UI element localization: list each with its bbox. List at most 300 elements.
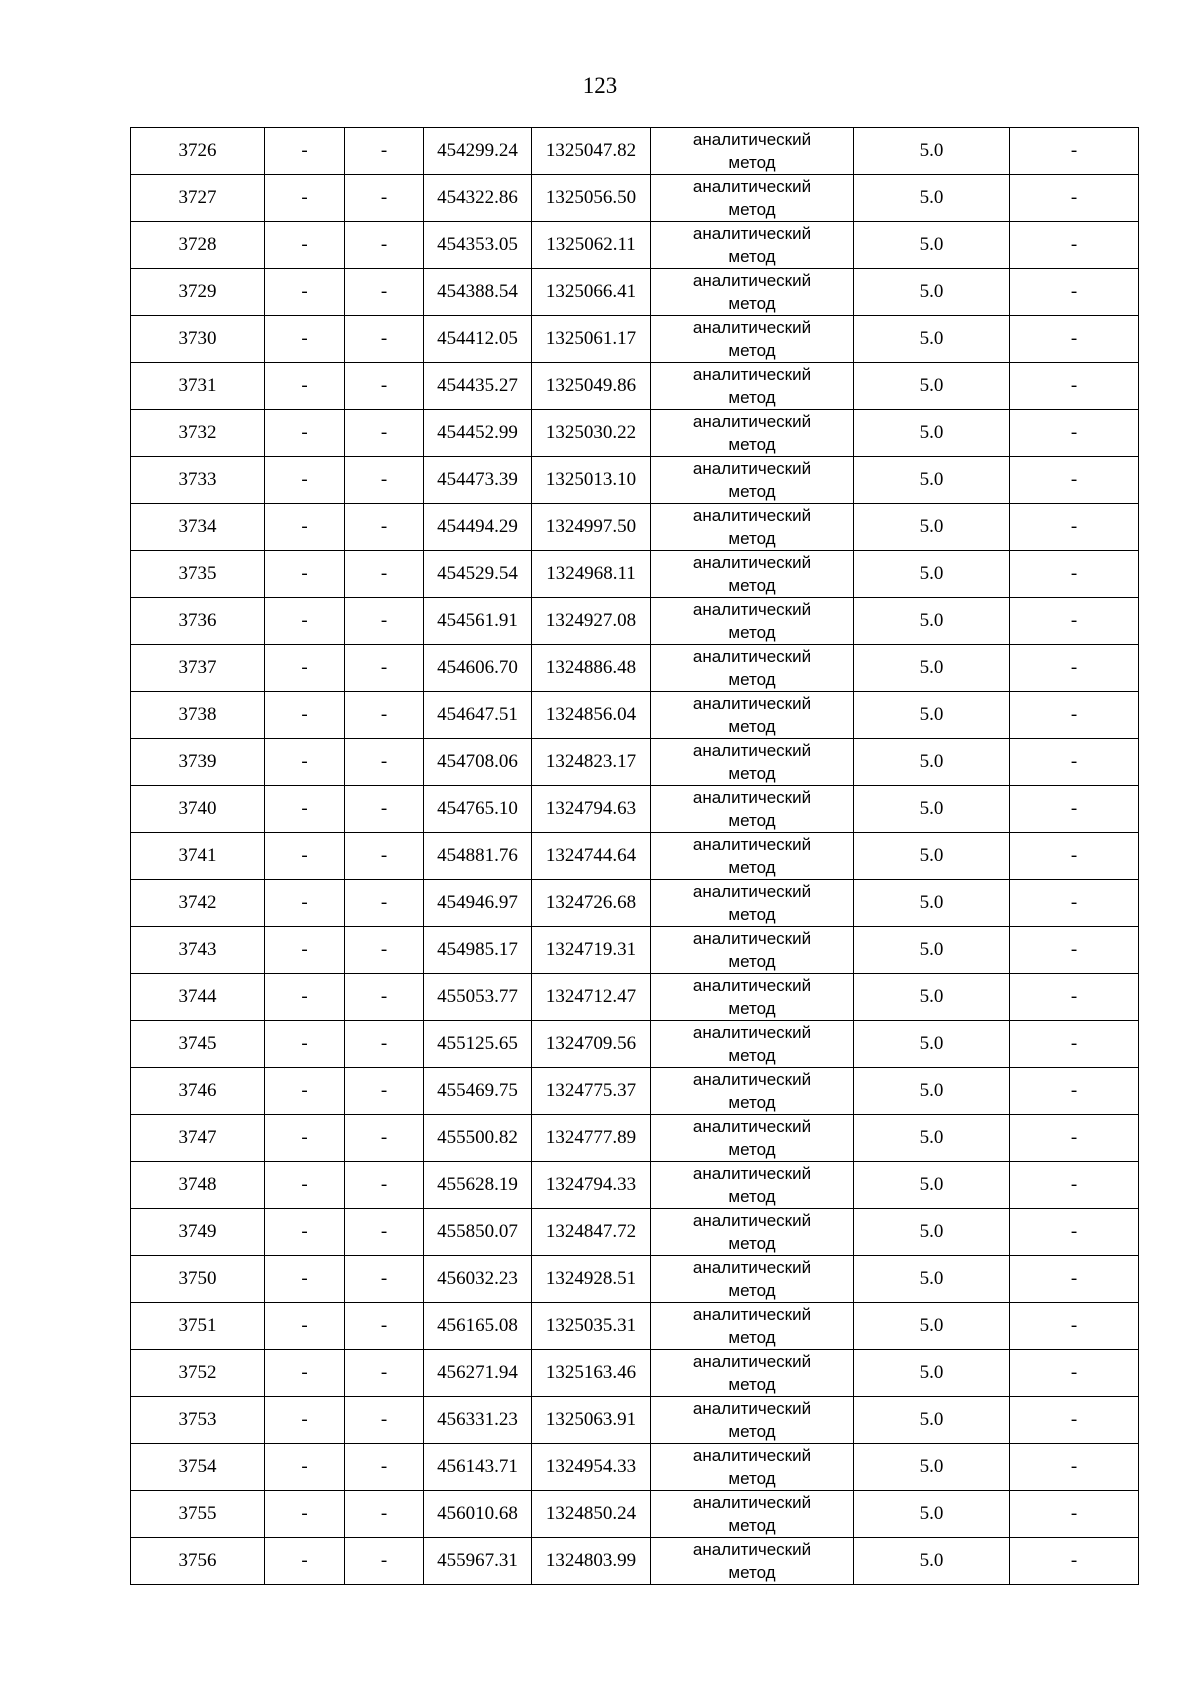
point-number-cell: 3754 bbox=[131, 1444, 265, 1491]
method-line-2: метод bbox=[728, 247, 776, 266]
point-number-cell: 3744 bbox=[131, 974, 265, 1021]
dash-cell-1: - bbox=[265, 1491, 345, 1538]
table-row bbox=[131, 1303, 1139, 1350]
method-line-1: аналитический bbox=[692, 647, 812, 666]
method-line-1: аналитический bbox=[692, 1540, 812, 1559]
x-coordinate-cell: 455053.77 bbox=[424, 974, 532, 1021]
method-line-1: аналитический bbox=[692, 130, 812, 149]
y-coordinate-cell: 1324928.51 bbox=[532, 1256, 651, 1303]
method-cell bbox=[651, 645, 854, 692]
accuracy-cell: 5.0 bbox=[854, 1397, 1010, 1444]
y-coordinate-cell: 1325163.46 bbox=[532, 1350, 651, 1397]
dash-cell-2: - bbox=[345, 410, 424, 457]
note-cell: - bbox=[1010, 1350, 1139, 1397]
point-number-cell: 3736 bbox=[131, 598, 265, 645]
y-coordinate-cell: 1324794.33 bbox=[532, 1162, 651, 1209]
dash-cell-2: - bbox=[345, 786, 424, 833]
method-cell bbox=[651, 880, 854, 927]
method-line-2: метод bbox=[728, 999, 776, 1018]
x-coordinate-cell: 456271.94 bbox=[424, 1350, 532, 1397]
y-coordinate-cell: 1324775.37 bbox=[532, 1068, 651, 1115]
dash-cell-2: - bbox=[345, 598, 424, 645]
x-coordinate-cell: 454435.27 bbox=[424, 363, 532, 410]
dash-cell-1: - bbox=[265, 1350, 345, 1397]
note-cell: - bbox=[1010, 1256, 1139, 1303]
table-row bbox=[131, 316, 1139, 363]
accuracy-cell: 5.0 bbox=[854, 927, 1010, 974]
note-cell: - bbox=[1010, 222, 1139, 269]
accuracy-cell: 5.0 bbox=[854, 1303, 1010, 1350]
note-cell: - bbox=[1010, 739, 1139, 786]
dash-cell-1: - bbox=[265, 692, 345, 739]
y-coordinate-cell: 1324803.99 bbox=[532, 1538, 651, 1585]
point-number-cell: 3727 bbox=[131, 175, 265, 222]
table-row bbox=[131, 645, 1139, 692]
dash-cell-2: - bbox=[345, 880, 424, 927]
accuracy-cell: 5.0 bbox=[854, 1444, 1010, 1491]
x-coordinate-cell: 454299.24 bbox=[424, 128, 532, 175]
note-cell: - bbox=[1010, 598, 1139, 645]
dash-cell-1: - bbox=[265, 175, 345, 222]
table-row bbox=[131, 1209, 1139, 1256]
method-cell bbox=[651, 1068, 854, 1115]
method-cell bbox=[651, 1021, 854, 1068]
point-number-cell: 3740 bbox=[131, 786, 265, 833]
table-row bbox=[131, 551, 1139, 598]
method-cell bbox=[651, 1444, 854, 1491]
note-cell: - bbox=[1010, 645, 1139, 692]
point-number-cell: 3752 bbox=[131, 1350, 265, 1397]
method-line-2: метод bbox=[728, 1046, 776, 1065]
x-coordinate-cell: 454494.29 bbox=[424, 504, 532, 551]
method-line-1: аналитический bbox=[692, 882, 812, 901]
note-cell: - bbox=[1010, 128, 1139, 175]
y-coordinate-cell: 1324856.04 bbox=[532, 692, 651, 739]
method-line-1: аналитический bbox=[692, 1117, 812, 1136]
accuracy-cell: 5.0 bbox=[854, 1162, 1010, 1209]
dash-cell-1: - bbox=[265, 645, 345, 692]
point-number-cell: 3745 bbox=[131, 1021, 265, 1068]
method-cell bbox=[651, 1350, 854, 1397]
y-coordinate-cell: 1324794.63 bbox=[532, 786, 651, 833]
y-coordinate-cell: 1325047.82 bbox=[532, 128, 651, 175]
dash-cell-1: - bbox=[265, 927, 345, 974]
y-coordinate-cell: 1324997.50 bbox=[532, 504, 651, 551]
y-coordinate-cell: 1324777.89 bbox=[532, 1115, 651, 1162]
y-coordinate-cell: 1325030.22 bbox=[532, 410, 651, 457]
y-coordinate-cell: 1325013.10 bbox=[532, 457, 651, 504]
dash-cell-2: - bbox=[345, 504, 424, 551]
dash-cell-1: - bbox=[265, 457, 345, 504]
dash-cell-1: - bbox=[265, 598, 345, 645]
point-number-cell: 3746 bbox=[131, 1068, 265, 1115]
x-coordinate-cell: 454353.05 bbox=[424, 222, 532, 269]
note-cell: - bbox=[1010, 316, 1139, 363]
accuracy-cell: 5.0 bbox=[854, 598, 1010, 645]
accuracy-cell: 5.0 bbox=[854, 1491, 1010, 1538]
method-cell bbox=[651, 222, 854, 269]
table-row bbox=[131, 222, 1139, 269]
point-number-cell: 3730 bbox=[131, 316, 265, 363]
table-row bbox=[131, 1397, 1139, 1444]
method-line-1: аналитический bbox=[692, 177, 812, 196]
method-line-1: аналитический bbox=[692, 741, 812, 760]
accuracy-cell: 5.0 bbox=[854, 880, 1010, 927]
dash-cell-1: - bbox=[265, 1115, 345, 1162]
method-line-1: аналитический bbox=[692, 1023, 812, 1042]
table-row bbox=[131, 692, 1139, 739]
dash-cell-1: - bbox=[265, 1021, 345, 1068]
accuracy-cell: 5.0 bbox=[854, 363, 1010, 410]
method-line-1: аналитический bbox=[692, 694, 812, 713]
x-coordinate-cell: 454529.54 bbox=[424, 551, 532, 598]
note-cell: - bbox=[1010, 786, 1139, 833]
note-cell: - bbox=[1010, 457, 1139, 504]
y-coordinate-cell: 1324850.24 bbox=[532, 1491, 651, 1538]
method-cell bbox=[651, 692, 854, 739]
y-coordinate-cell: 1324968.11 bbox=[532, 551, 651, 598]
method-cell bbox=[651, 833, 854, 880]
table-row bbox=[131, 363, 1139, 410]
accuracy-cell: 5.0 bbox=[854, 1209, 1010, 1256]
point-number-cell: 3732 bbox=[131, 410, 265, 457]
accuracy-cell: 5.0 bbox=[854, 551, 1010, 598]
x-coordinate-cell: 454561.91 bbox=[424, 598, 532, 645]
table-row bbox=[131, 1115, 1139, 1162]
point-number-cell: 3726 bbox=[131, 128, 265, 175]
dash-cell-2: - bbox=[345, 551, 424, 598]
method-line-2: метод bbox=[728, 1422, 776, 1441]
point-number-cell: 3750 bbox=[131, 1256, 265, 1303]
method-line-1: аналитический bbox=[692, 365, 812, 384]
note-cell: - bbox=[1010, 1021, 1139, 1068]
method-cell bbox=[651, 974, 854, 1021]
dash-cell-2: - bbox=[345, 1162, 424, 1209]
dash-cell-2: - bbox=[345, 1303, 424, 1350]
table-row bbox=[131, 1068, 1139, 1115]
dash-cell-2: - bbox=[345, 1209, 424, 1256]
x-coordinate-cell: 454322.86 bbox=[424, 175, 532, 222]
dash-cell-1: - bbox=[265, 1162, 345, 1209]
method-cell bbox=[651, 410, 854, 457]
accuracy-cell: 5.0 bbox=[854, 1256, 1010, 1303]
method-cell bbox=[651, 269, 854, 316]
note-cell: - bbox=[1010, 1444, 1139, 1491]
point-number-cell: 3747 bbox=[131, 1115, 265, 1162]
method-line-1: аналитический bbox=[692, 318, 812, 337]
accuracy-cell: 5.0 bbox=[854, 833, 1010, 880]
method-cell bbox=[651, 551, 854, 598]
method-line-1: аналитический bbox=[692, 271, 812, 290]
table-row bbox=[131, 457, 1139, 504]
method-cell bbox=[651, 739, 854, 786]
point-number-cell: 3735 bbox=[131, 551, 265, 598]
x-coordinate-cell: 454473.39 bbox=[424, 457, 532, 504]
method-line-2: метод bbox=[728, 1469, 776, 1488]
note-cell: - bbox=[1010, 974, 1139, 1021]
dash-cell-2: - bbox=[345, 363, 424, 410]
table-row bbox=[131, 786, 1139, 833]
dash-cell-1: - bbox=[265, 504, 345, 551]
dash-cell-2: - bbox=[345, 1115, 424, 1162]
method-cell bbox=[651, 1538, 854, 1585]
method-line-2: метод bbox=[728, 717, 776, 736]
x-coordinate-cell: 454881.76 bbox=[424, 833, 532, 880]
table-row bbox=[131, 880, 1139, 927]
method-cell bbox=[651, 598, 854, 645]
table-row bbox=[131, 833, 1139, 880]
x-coordinate-cell: 454708.06 bbox=[424, 739, 532, 786]
method-line-1: аналитический bbox=[692, 929, 812, 948]
point-number-cell: 3728 bbox=[131, 222, 265, 269]
method-line-2: метод bbox=[728, 1140, 776, 1159]
y-coordinate-cell: 1324847.72 bbox=[532, 1209, 651, 1256]
point-number-cell: 3751 bbox=[131, 1303, 265, 1350]
accuracy-cell: 5.0 bbox=[854, 128, 1010, 175]
method-line-2: метод bbox=[728, 388, 776, 407]
dash-cell-2: - bbox=[345, 645, 424, 692]
method-line-2: метод bbox=[728, 435, 776, 454]
method-line-2: метод bbox=[728, 1563, 776, 1582]
table-body bbox=[131, 128, 1139, 1585]
dash-cell-1: - bbox=[265, 1538, 345, 1585]
method-cell bbox=[651, 1162, 854, 1209]
table-row bbox=[131, 410, 1139, 457]
method-line-2: метод bbox=[728, 764, 776, 783]
method-line-2: метод bbox=[728, 153, 776, 172]
table-row bbox=[131, 1444, 1139, 1491]
method-line-2: метод bbox=[728, 858, 776, 877]
table-row bbox=[131, 739, 1139, 786]
y-coordinate-cell: 1325066.41 bbox=[532, 269, 651, 316]
method-line-2: метод bbox=[728, 623, 776, 642]
point-number-cell: 3756 bbox=[131, 1538, 265, 1585]
dash-cell-1: - bbox=[265, 222, 345, 269]
dash-cell-1: - bbox=[265, 786, 345, 833]
method-line-1: аналитический bbox=[692, 1352, 812, 1371]
method-line-2: метод bbox=[728, 1281, 776, 1300]
dash-cell-1: - bbox=[265, 1303, 345, 1350]
point-number-cell: 3741 bbox=[131, 833, 265, 880]
method-line-1: аналитический bbox=[692, 1305, 812, 1324]
accuracy-cell: 5.0 bbox=[854, 1068, 1010, 1115]
table-row bbox=[131, 598, 1139, 645]
note-cell: - bbox=[1010, 927, 1139, 974]
dash-cell-2: - bbox=[345, 175, 424, 222]
dash-cell-2: - bbox=[345, 1444, 424, 1491]
table-row bbox=[131, 1350, 1139, 1397]
method-cell bbox=[651, 175, 854, 222]
note-cell: - bbox=[1010, 833, 1139, 880]
note-cell: - bbox=[1010, 692, 1139, 739]
accuracy-cell: 5.0 bbox=[854, 504, 1010, 551]
method-cell bbox=[651, 128, 854, 175]
dash-cell-1: - bbox=[265, 1209, 345, 1256]
dash-cell-2: - bbox=[345, 1068, 424, 1115]
x-coordinate-cell: 455628.19 bbox=[424, 1162, 532, 1209]
method-line-1: аналитический bbox=[692, 1164, 812, 1183]
dash-cell-2: - bbox=[345, 457, 424, 504]
dash-cell-1: - bbox=[265, 269, 345, 316]
method-line-1: аналитический bbox=[692, 976, 812, 995]
dash-cell-1: - bbox=[265, 316, 345, 363]
point-number-cell: 3738 bbox=[131, 692, 265, 739]
method-cell bbox=[651, 1115, 854, 1162]
table-row bbox=[131, 927, 1139, 974]
dash-cell-2: - bbox=[345, 974, 424, 1021]
y-coordinate-cell: 1324927.08 bbox=[532, 598, 651, 645]
dash-cell-2: - bbox=[345, 1491, 424, 1538]
dash-cell-2: - bbox=[345, 128, 424, 175]
method-cell bbox=[651, 1256, 854, 1303]
dash-cell-1: - bbox=[265, 551, 345, 598]
note-cell: - bbox=[1010, 1115, 1139, 1162]
accuracy-cell: 5.0 bbox=[854, 786, 1010, 833]
dash-cell-1: - bbox=[265, 1068, 345, 1115]
dash-cell-2: - bbox=[345, 1538, 424, 1585]
method-line-2: метод bbox=[728, 1234, 776, 1253]
y-coordinate-cell: 1324712.47 bbox=[532, 974, 651, 1021]
y-coordinate-cell: 1325035.31 bbox=[532, 1303, 651, 1350]
method-line-2: метод bbox=[728, 576, 776, 595]
method-line-1: аналитический bbox=[692, 835, 812, 854]
x-coordinate-cell: 454765.10 bbox=[424, 786, 532, 833]
dash-cell-2: - bbox=[345, 1397, 424, 1444]
table-row bbox=[131, 1162, 1139, 1209]
method-cell bbox=[651, 927, 854, 974]
method-line-2: метод bbox=[728, 811, 776, 830]
method-line-1: аналитический bbox=[692, 412, 812, 431]
point-number-cell: 3733 bbox=[131, 457, 265, 504]
note-cell: - bbox=[1010, 880, 1139, 927]
y-coordinate-cell: 1325062.11 bbox=[532, 222, 651, 269]
method-cell bbox=[651, 1303, 854, 1350]
note-cell: - bbox=[1010, 1162, 1139, 1209]
y-coordinate-cell: 1325049.86 bbox=[532, 363, 651, 410]
method-line-1: аналитический bbox=[692, 459, 812, 478]
method-line-2: метод bbox=[728, 1328, 776, 1347]
method-line-2: метод bbox=[728, 482, 776, 501]
accuracy-cell: 5.0 bbox=[854, 974, 1010, 1021]
method-cell bbox=[651, 1209, 854, 1256]
accuracy-cell: 5.0 bbox=[854, 316, 1010, 363]
table-row bbox=[131, 974, 1139, 1021]
accuracy-cell: 5.0 bbox=[854, 269, 1010, 316]
dash-cell-1: - bbox=[265, 128, 345, 175]
note-cell: - bbox=[1010, 363, 1139, 410]
y-coordinate-cell: 1324886.48 bbox=[532, 645, 651, 692]
point-number-cell: 3729 bbox=[131, 269, 265, 316]
x-coordinate-cell: 454412.05 bbox=[424, 316, 532, 363]
point-number-cell: 3737 bbox=[131, 645, 265, 692]
accuracy-cell: 5.0 bbox=[854, 739, 1010, 786]
y-coordinate-cell: 1324719.31 bbox=[532, 927, 651, 974]
accuracy-cell: 5.0 bbox=[854, 1115, 1010, 1162]
method-line-2: метод bbox=[728, 1375, 776, 1394]
table-row bbox=[131, 175, 1139, 222]
accuracy-cell: 5.0 bbox=[854, 222, 1010, 269]
point-number-cell: 3742 bbox=[131, 880, 265, 927]
point-number-cell: 3748 bbox=[131, 1162, 265, 1209]
dash-cell-1: - bbox=[265, 880, 345, 927]
y-coordinate-cell: 1325063.91 bbox=[532, 1397, 651, 1444]
dash-cell-1: - bbox=[265, 410, 345, 457]
table-row bbox=[131, 1256, 1139, 1303]
accuracy-cell: 5.0 bbox=[854, 692, 1010, 739]
dash-cell-2: - bbox=[345, 927, 424, 974]
accuracy-cell: 5.0 bbox=[854, 175, 1010, 222]
dash-cell-1: - bbox=[265, 1444, 345, 1491]
method-cell bbox=[651, 363, 854, 410]
method-line-2: метод bbox=[728, 294, 776, 313]
method-line-2: метод bbox=[728, 1516, 776, 1535]
dash-cell-1: - bbox=[265, 1397, 345, 1444]
method-cell bbox=[651, 1491, 854, 1538]
dash-cell-2: - bbox=[345, 1021, 424, 1068]
x-coordinate-cell: 456331.23 bbox=[424, 1397, 532, 1444]
dash-cell-1: - bbox=[265, 974, 345, 1021]
method-line-2: метод bbox=[728, 952, 776, 971]
x-coordinate-cell: 454606.70 bbox=[424, 645, 532, 692]
accuracy-cell: 5.0 bbox=[854, 410, 1010, 457]
table-row bbox=[131, 1491, 1139, 1538]
x-coordinate-cell: 454647.51 bbox=[424, 692, 532, 739]
dash-cell-2: - bbox=[345, 739, 424, 786]
x-coordinate-cell: 456032.23 bbox=[424, 1256, 532, 1303]
x-coordinate-cell: 455500.82 bbox=[424, 1115, 532, 1162]
method-line-2: метод bbox=[728, 341, 776, 360]
coordinates-table bbox=[130, 127, 1139, 1585]
dash-cell-1: - bbox=[265, 1256, 345, 1303]
note-cell: - bbox=[1010, 1209, 1139, 1256]
table-row bbox=[131, 504, 1139, 551]
method-line-2: метод bbox=[728, 1187, 776, 1206]
dash-cell-2: - bbox=[345, 1256, 424, 1303]
dash-cell-1: - bbox=[265, 363, 345, 410]
point-number-cell: 3755 bbox=[131, 1491, 265, 1538]
x-coordinate-cell: 454985.17 bbox=[424, 927, 532, 974]
y-coordinate-cell: 1325056.50 bbox=[532, 175, 651, 222]
point-number-cell: 3749 bbox=[131, 1209, 265, 1256]
method-line-2: метод bbox=[728, 1093, 776, 1112]
note-cell: - bbox=[1010, 1538, 1139, 1585]
method-line-1: аналитический bbox=[692, 1070, 812, 1089]
point-number-cell: 3731 bbox=[131, 363, 265, 410]
note-cell: - bbox=[1010, 410, 1139, 457]
page-number: 123 bbox=[582, 73, 618, 98]
dash-cell-2: - bbox=[345, 833, 424, 880]
method-cell bbox=[651, 786, 854, 833]
note-cell: - bbox=[1010, 1491, 1139, 1538]
note-cell: - bbox=[1010, 175, 1139, 222]
accuracy-cell: 5.0 bbox=[854, 1538, 1010, 1585]
point-number-cell: 3743 bbox=[131, 927, 265, 974]
dash-cell-2: - bbox=[345, 692, 424, 739]
note-cell: - bbox=[1010, 1397, 1139, 1444]
y-coordinate-cell: 1324744.64 bbox=[532, 833, 651, 880]
dash-cell-2: - bbox=[345, 222, 424, 269]
x-coordinate-cell: 456010.68 bbox=[424, 1491, 532, 1538]
accuracy-cell: 5.0 bbox=[854, 645, 1010, 692]
method-line-1: аналитический bbox=[692, 224, 812, 243]
x-coordinate-cell: 454388.54 bbox=[424, 269, 532, 316]
x-coordinate-cell: 454946.97 bbox=[424, 880, 532, 927]
x-coordinate-cell: 454452.99 bbox=[424, 410, 532, 457]
method-line-1: аналитический bbox=[692, 1399, 812, 1418]
accuracy-cell: 5.0 bbox=[854, 457, 1010, 504]
table-row bbox=[131, 269, 1139, 316]
table-row bbox=[131, 1538, 1139, 1585]
